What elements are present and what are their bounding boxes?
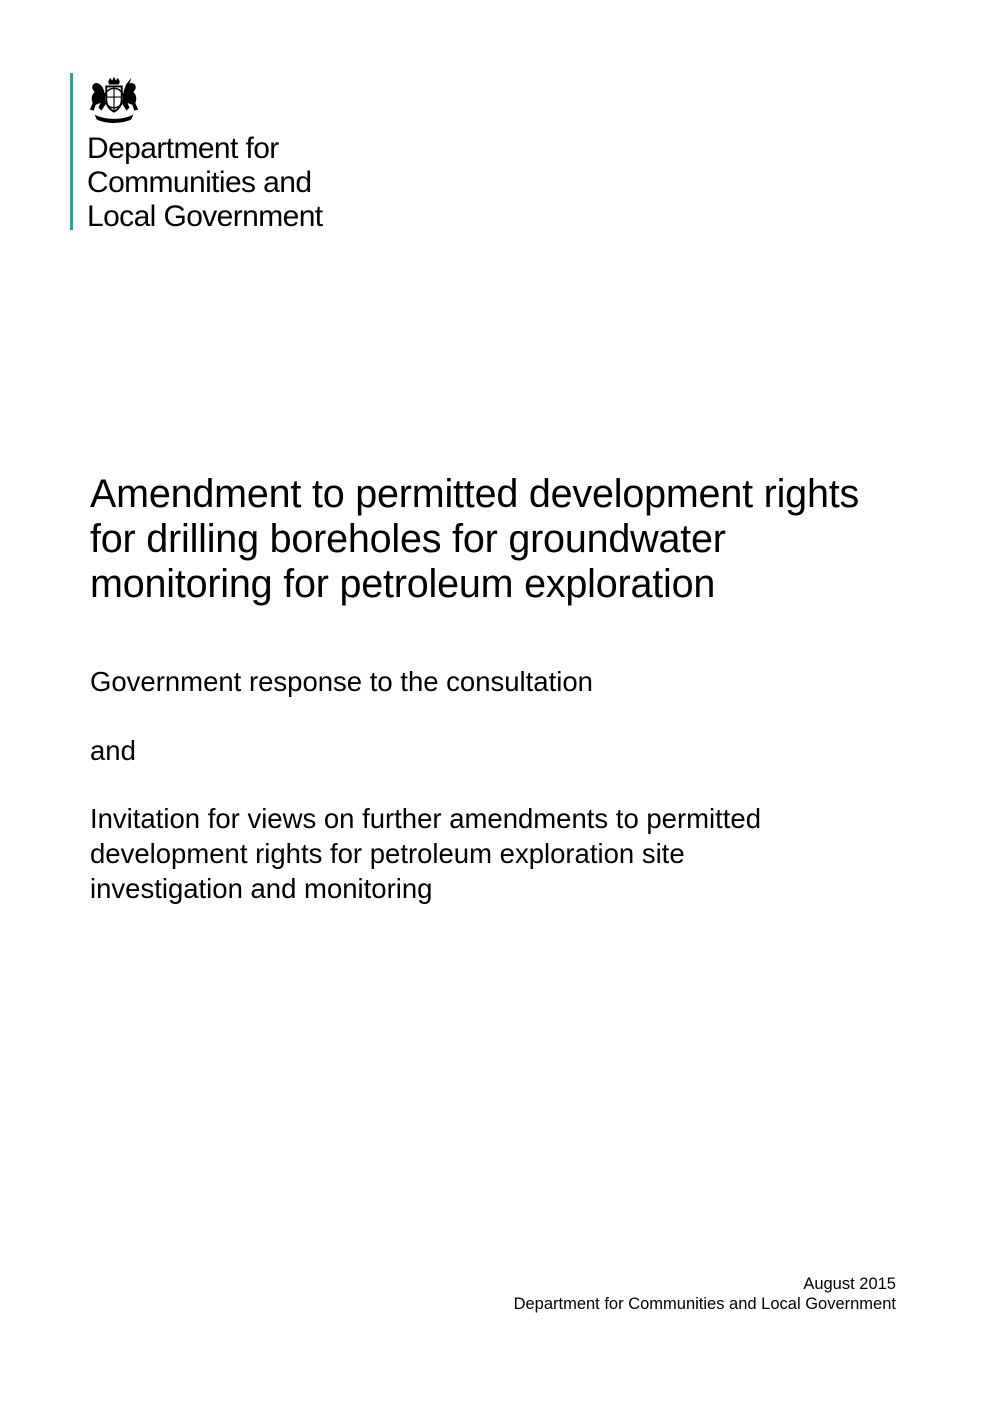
invitation-line: development rights for petroleum exploration site xyxy=(90,838,685,869)
subtitle-conjunction: and xyxy=(90,735,136,766)
title-line: monitoring for petroleum exploration xyxy=(90,562,716,606)
subtitle-response: Government response to the consultation xyxy=(90,666,593,697)
subtitle-invitation xyxy=(90,801,761,906)
department-logo xyxy=(70,73,323,233)
invitation-line: investigation and monitoring xyxy=(90,873,433,904)
title-line: for drilling boreholes for groundwater xyxy=(90,517,726,561)
document-title xyxy=(90,472,910,607)
department-name xyxy=(87,132,323,234)
department-name-line: Communities and xyxy=(87,166,312,199)
royal-coat-of-arms-icon xyxy=(85,75,143,125)
invitation-line: Invitation for views on further amendments to permitted xyxy=(90,803,762,834)
department-name-line: Department for xyxy=(87,132,279,165)
publication-date: August 2015 xyxy=(803,1275,896,1293)
title-line: Amendment to permitted development rights xyxy=(90,472,860,516)
publisher-name: Department for Communities and Local Government xyxy=(513,1295,896,1313)
department-name-line: Local Government xyxy=(87,200,323,233)
publication-footer xyxy=(514,1274,896,1314)
